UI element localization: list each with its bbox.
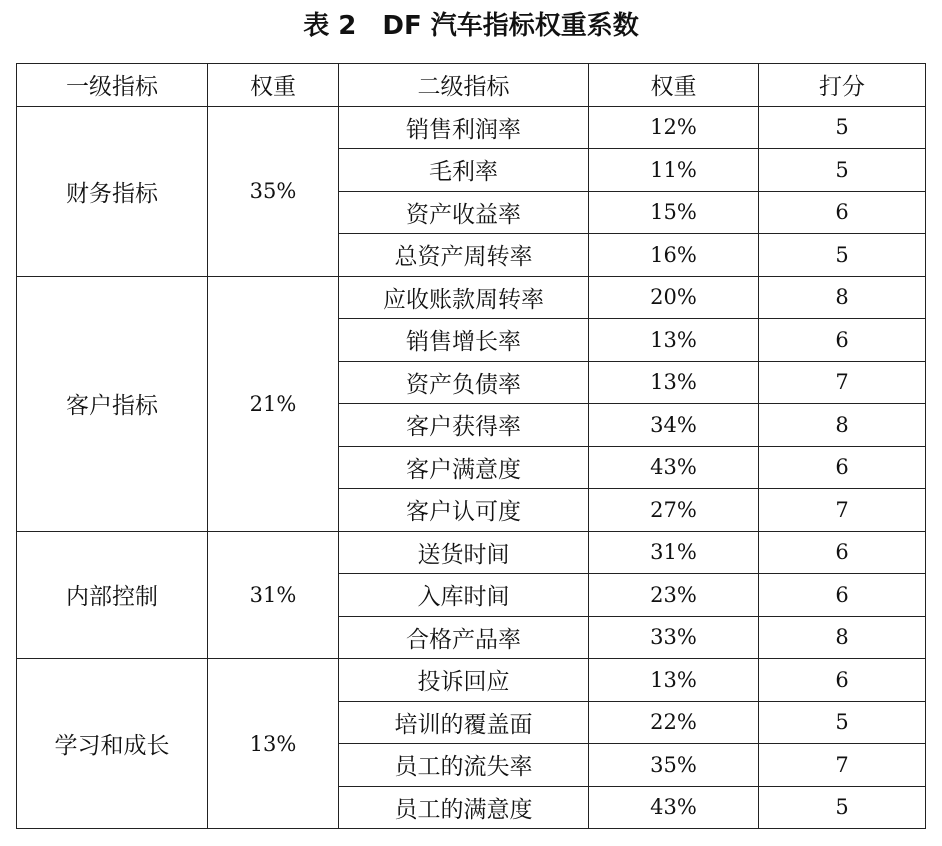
secondary-weight-cell: 43% bbox=[589, 786, 759, 829]
secondary-indicator-cell: 销售利润率 bbox=[339, 106, 589, 149]
secondary-indicator-cell: 客户认可度 bbox=[339, 489, 589, 532]
primary-indicator-cell: 客户指标 bbox=[17, 276, 208, 531]
secondary-indicator-cell: 销售增长率 bbox=[339, 319, 589, 362]
score-cell: 6 bbox=[759, 574, 926, 617]
secondary-weight-cell: 15% bbox=[589, 191, 759, 234]
secondary-indicator-cell: 入库时间 bbox=[339, 574, 589, 617]
secondary-weight-cell: 12% bbox=[589, 106, 759, 149]
secondary-weight-cell: 13% bbox=[589, 659, 759, 702]
secondary-indicator-cell: 总资产周转率 bbox=[339, 234, 589, 277]
score-cell: 5 bbox=[759, 234, 926, 277]
secondary-weight-cell: 20% bbox=[589, 276, 759, 319]
table-row bbox=[17, 276, 926, 319]
score-cell: 6 bbox=[759, 191, 926, 234]
secondary-indicator-cell: 送货时间 bbox=[339, 531, 589, 574]
secondary-indicator-cell: 资产负债率 bbox=[339, 361, 589, 404]
header-secondary-indicator: 二级指标 bbox=[339, 64, 589, 107]
score-cell: 6 bbox=[759, 659, 926, 702]
primary-indicator-cell: 内部控制 bbox=[17, 531, 208, 659]
score-cell: 7 bbox=[759, 361, 926, 404]
header-score: 打分 bbox=[759, 64, 926, 107]
secondary-indicator-cell: 员工的流失率 bbox=[339, 744, 589, 787]
table-row bbox=[17, 531, 926, 574]
secondary-weight-cell: 13% bbox=[589, 361, 759, 404]
secondary-weight-cell: 16% bbox=[589, 234, 759, 277]
secondary-indicator-cell: 培训的覆盖面 bbox=[339, 701, 589, 744]
secondary-weight-cell: 11% bbox=[589, 149, 759, 192]
score-cell: 7 bbox=[759, 489, 926, 532]
score-cell: 5 bbox=[759, 786, 926, 829]
score-cell: 5 bbox=[759, 701, 926, 744]
secondary-indicator-cell: 客户满意度 bbox=[339, 446, 589, 489]
table-title: DF 汽车指标权重系数 bbox=[382, 11, 639, 41]
secondary-indicator-cell: 客户获得率 bbox=[339, 404, 589, 447]
secondary-weight-cell: 27% bbox=[589, 489, 759, 532]
score-cell: 6 bbox=[759, 531, 926, 574]
primary-weight-cell: 35% bbox=[208, 106, 339, 276]
score-cell: 5 bbox=[759, 149, 926, 192]
secondary-indicator-cell: 毛利率 bbox=[339, 149, 589, 192]
table-caption bbox=[0, 4, 942, 48]
table-number: 表 2 bbox=[303, 11, 357, 41]
table-row bbox=[17, 106, 926, 149]
score-cell: 8 bbox=[759, 616, 926, 659]
secondary-weight-cell: 33% bbox=[589, 616, 759, 659]
primary-indicator-cell: 学习和成长 bbox=[17, 659, 208, 829]
primary-weight-cell: 13% bbox=[208, 659, 339, 829]
secondary-weight-cell: 23% bbox=[589, 574, 759, 617]
score-cell: 7 bbox=[759, 744, 926, 787]
score-cell: 8 bbox=[759, 404, 926, 447]
header-primary-indicator: 一级指标 bbox=[17, 64, 208, 107]
score-cell: 6 bbox=[759, 319, 926, 362]
primary-indicator-cell: 财务指标 bbox=[17, 106, 208, 276]
secondary-weight-cell: 43% bbox=[589, 446, 759, 489]
weights-table bbox=[16, 63, 926, 829]
primary-weight-cell: 31% bbox=[208, 531, 339, 659]
score-cell: 8 bbox=[759, 276, 926, 319]
secondary-indicator-cell: 员工的满意度 bbox=[339, 786, 589, 829]
secondary-indicator-cell: 应收账款周转率 bbox=[339, 276, 589, 319]
secondary-indicator-cell: 合格产品率 bbox=[339, 616, 589, 659]
header-row bbox=[17, 64, 926, 107]
score-cell: 5 bbox=[759, 106, 926, 149]
primary-weight-cell: 21% bbox=[208, 276, 339, 531]
header-secondary-weight: 权重 bbox=[589, 64, 759, 107]
secondary-weight-cell: 35% bbox=[589, 744, 759, 787]
secondary-weight-cell: 22% bbox=[589, 701, 759, 744]
secondary-weight-cell: 34% bbox=[589, 404, 759, 447]
score-cell: 6 bbox=[759, 446, 926, 489]
secondary-indicator-cell: 投诉回应 bbox=[339, 659, 589, 702]
header-primary-weight: 权重 bbox=[208, 64, 339, 107]
table-row bbox=[17, 659, 926, 702]
secondary-weight-cell: 13% bbox=[589, 319, 759, 362]
secondary-indicator-cell: 资产收益率 bbox=[339, 191, 589, 234]
secondary-weight-cell: 31% bbox=[589, 531, 759, 574]
